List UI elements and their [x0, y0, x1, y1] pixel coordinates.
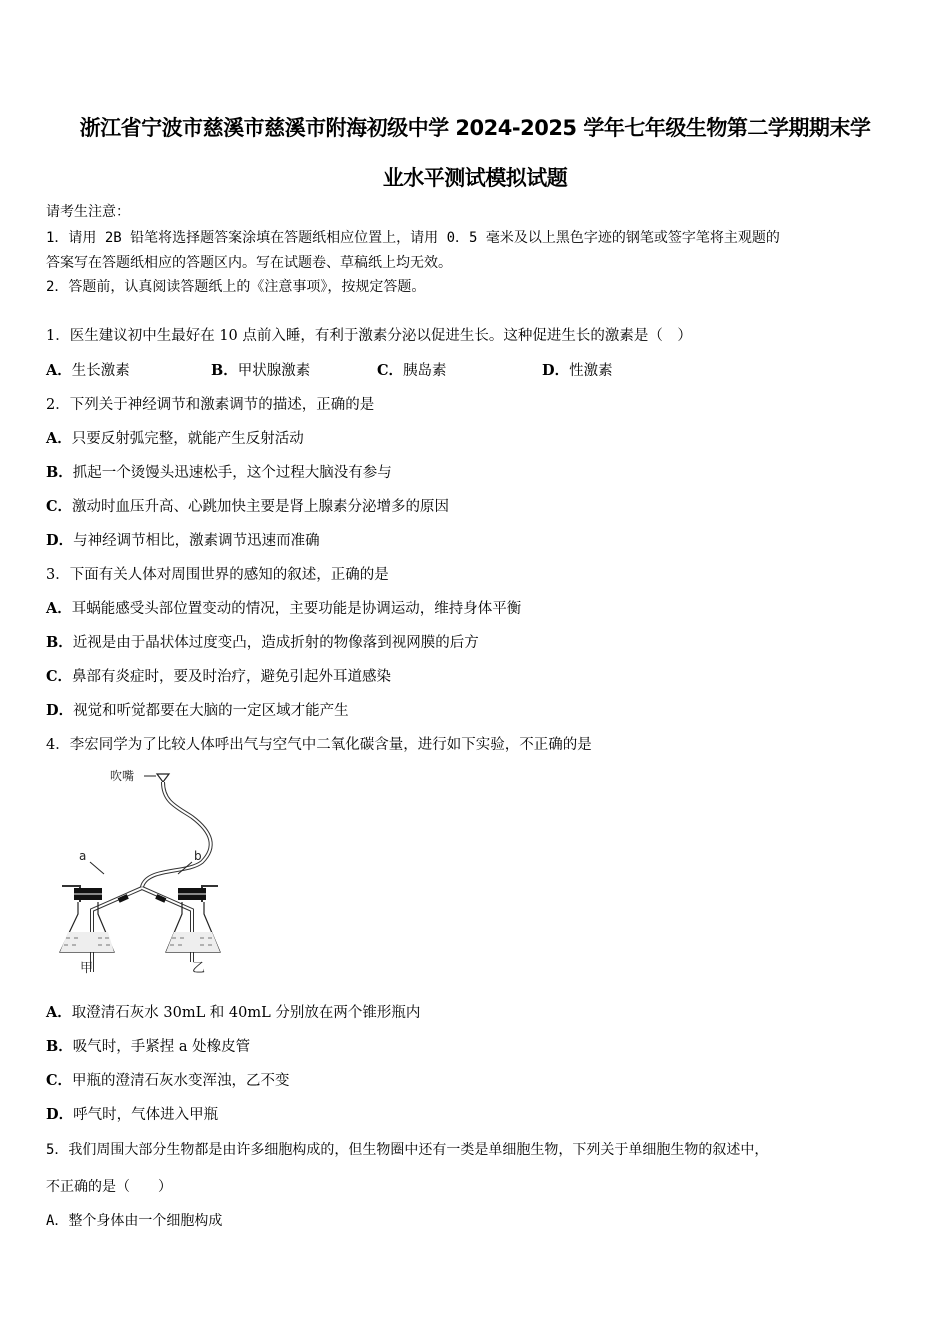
question-3-option-c[interactable]: [46, 667, 391, 687]
question-4-option-c[interactable]: [46, 1071, 290, 1091]
option-text: 激动时血压升高、心跳加快主要是肾上腺素分泌增多的原因: [72, 499, 450, 515]
document-title-line1: 浙江省宁波市慈溪市慈溪市附海初级中学 2024-2025 学年七年级生物第二学期期末学: [79, 116, 871, 140]
question-1-option-d[interactable]: [542, 361, 613, 381]
option-text: 取澄清石灰水 30mL 和 40mL 分别放在两个锥形瓶内: [71, 1005, 421, 1021]
question-5-stem-line2: 不正确的是（ ）: [46, 1179, 172, 1195]
option-text: 生长激素: [71, 363, 130, 379]
option-label: C．: [46, 668, 73, 685]
option-label: A．: [46, 430, 72, 447]
option-text: 与神经调节相比，激素调节迅速而准确: [73, 533, 320, 549]
notice-item2: 2．答题前，认真阅读答题纸上的《注意事项》，按规定答题。: [46, 279, 426, 295]
option-text: 只要反射弧完整，就能产生反射活动: [71, 431, 304, 447]
question-4-stem: 4．李宏同学为了比较人体呼出气与空气中二氧化碳含量，进行如下实验，不正确的是: [46, 737, 592, 753]
option-label: A．: [46, 362, 72, 379]
question-4-option-b[interactable]: [46, 1037, 250, 1057]
option-text: 甲状腺激素: [237, 363, 311, 379]
option-text: 耳蜗能感受头部位置变动的情况，主要功能是协调运动，维持身体平衡: [71, 601, 522, 617]
question-2-option-c[interactable]: [46, 497, 449, 517]
question-2-stem: 2．下列关于神经调节和激素调节的描述，正确的是: [46, 397, 375, 413]
option-text: 甲瓶的澄清石灰水变浑浊，乙不变: [72, 1073, 290, 1089]
option-label: D．: [46, 702, 74, 719]
option-label: C．: [377, 362, 404, 379]
notice-item1-line1: 1．请用 2B 铅笔将选择题答案涂填在答题纸相应位置上，请用 0．5 毫米及以上黑色字迹的钢笔或签字笔将主观题的: [46, 230, 780, 246]
question-3-stem: 3．下面有关人体对周围世界的感知的叙述，正确的是: [46, 567, 389, 583]
tube-b-label: b: [194, 849, 202, 863]
question-3-option-a[interactable]: [46, 599, 521, 619]
question-1-option-c[interactable]: [377, 361, 447, 381]
experiment-diagram: [52, 762, 228, 978]
option-label: A．: [46, 600, 72, 617]
question-4-option-a[interactable]: [46, 1003, 420, 1023]
option-text: 近视是由于晶状体过度变凸，造成折射的物像落到视网膜的后方: [72, 635, 479, 651]
question-2-option-a[interactable]: [46, 429, 304, 449]
option-text: 呼气时，气体进入甲瓶: [73, 1107, 219, 1123]
tube-a-label: a: [79, 849, 87, 863]
option-label: C．: [46, 498, 73, 515]
option-label: A．: [46, 1004, 72, 1021]
question-3-option-d[interactable]: [46, 701, 349, 721]
question-5-stem-line1: 5．我们周围大部分生物都是由许多细胞构成的，但生物圈中还有一类是单细胞生物，下列关于单细胞生物的叙述中，: [46, 1142, 769, 1158]
option-label: B．: [211, 362, 238, 379]
question-2-option-b[interactable]: [46, 463, 392, 483]
option-label: A．: [46, 1213, 69, 1229]
option-text: 整个身体由一个细胞构成: [68, 1213, 223, 1229]
question-2-option-d[interactable]: [46, 531, 320, 551]
question-1-option-b[interactable]: [211, 361, 310, 381]
question-5-option-a[interactable]: [46, 1211, 222, 1231]
option-text: 鼻部有炎症时，要及时治疗，避免引起外耳道感染: [72, 669, 392, 685]
option-text: 吸气时，手紧捏 a 处橡皮管: [72, 1039, 251, 1055]
question-3-option-b[interactable]: [46, 633, 479, 653]
option-text: 视觉和听觉都要在大脑的一定区域才能产生: [73, 703, 349, 719]
flask-right-label: 乙: [192, 961, 206, 976]
mouthpiece-label: 吹嘴: [110, 769, 135, 783]
option-label: D．: [46, 532, 74, 549]
option-text: 性激素: [569, 363, 613, 379]
flask-left-label: 甲: [80, 961, 94, 976]
notice-heading: 请考生注意：: [46, 204, 130, 220]
option-label: B．: [46, 1038, 73, 1055]
option-label: D．: [542, 362, 570, 379]
document-title-line2: 业水平测试模拟试题: [382, 166, 568, 190]
notice-item1-line2: 答案写在答题纸相应的答题区内。写在试题卷、草稿纸上均无效。: [46, 255, 452, 271]
question-1-stem: 1．医生建议初中生最好在 10 点前入睡，有利于激素分泌以促进生长。这种促进生长的激素是（ ）: [46, 328, 692, 344]
question-4-option-d[interactable]: [46, 1105, 218, 1125]
question-1-option-a[interactable]: [46, 361, 130, 381]
option-label: C．: [46, 1072, 73, 1089]
option-label: B．: [46, 464, 73, 481]
option-label: B．: [46, 634, 73, 651]
option-label: D．: [46, 1106, 74, 1123]
option-text: 胰岛素: [403, 363, 447, 379]
option-text: 抓起一个烫馒头迅速松手，这个过程大脑没有参与: [72, 465, 392, 481]
